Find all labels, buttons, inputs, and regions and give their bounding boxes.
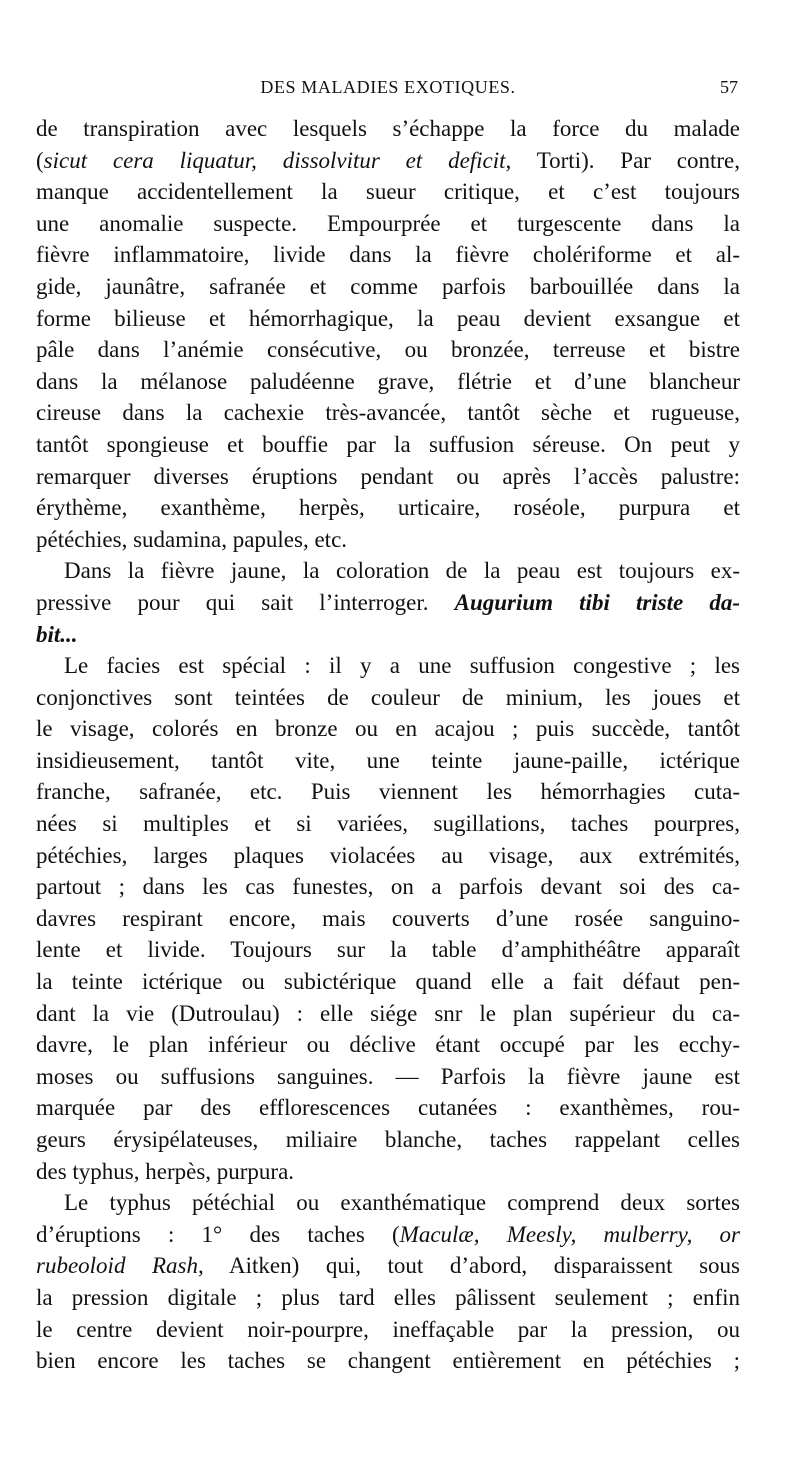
italic-segment: bit... xyxy=(36,621,78,647)
text-line xyxy=(36,1092,740,1124)
text-line xyxy=(36,208,740,240)
text-segment: la pression digitale ; plus tard elles pâlissent seulement ; enfin xyxy=(36,1284,740,1310)
text-segment: pressive pour qui sait l’interroger. xyxy=(36,589,455,615)
text-segment: pétéchies, larges plaques violacées au visage, aux extrémités, xyxy=(36,842,740,868)
text-segment: ( xyxy=(36,147,44,173)
text-segment: des typhus, herpès, purpura. xyxy=(36,1158,295,1184)
text-segment: Le facies est spécial : il y a une suffusion congestive ; les xyxy=(64,653,740,679)
text-segment: conjonctives sont teintées de couleur de minium, les joues et xyxy=(36,684,740,710)
text-line xyxy=(36,587,740,619)
text-segment: davre, le plan inférieur ou déclive étant occupé par les ecchy- xyxy=(36,1032,740,1058)
text-line xyxy=(36,429,740,461)
text-segment: remarquer diverses éruptions pendant ou après l’accès palustre: xyxy=(36,463,740,489)
text-line xyxy=(36,871,740,903)
text-line xyxy=(36,397,740,429)
text-line xyxy=(36,713,740,745)
text-line xyxy=(36,840,740,872)
text-segment: de transpiration avec lesquels s’échappe la force du malade xyxy=(36,116,740,141)
text-segment: insidieusement, tantôt vite, une teinte jaune-paille, ictérique xyxy=(36,747,740,773)
text-segment: forme bilieuse et hémorrhagique, la peau devient exsangue et xyxy=(36,305,740,331)
text-segment: fièvre inflammatoire, livide dans la fièvre cholériforme et al- xyxy=(36,242,740,268)
text-line xyxy=(36,461,740,493)
text-segment: gide, jaunâtre, safranée et comme parfois barbouillée dans la xyxy=(36,273,740,299)
italic-segment: sicut cera liquatur, dissolvitur et deficit, xyxy=(43,147,512,173)
text-line xyxy=(36,1061,740,1093)
text-segment: marquée par des efflorescences cutanées : exanthèmes, rou- xyxy=(36,1095,740,1121)
text-segment: lente et livide. Toujours sur la table d’amphithéâtre apparaît xyxy=(36,937,740,963)
text-line xyxy=(36,998,740,1030)
text-line xyxy=(36,1282,740,1314)
text-segment: Dans la fièvre jaune, la coloration de la peau est toujours ex- xyxy=(64,558,740,584)
text-line xyxy=(36,966,740,998)
page-number: 57 xyxy=(720,77,738,97)
text-line xyxy=(36,555,740,587)
text-segment: partout ; dans les cas funestes, on a parfois devant soi des ca- xyxy=(36,874,740,900)
text-line xyxy=(36,1219,740,1251)
text-segment: manque accidentellement la sueur critique, et c’est toujours xyxy=(36,179,740,205)
italic-segment: Maculæ, Meesly, mulberry, or xyxy=(399,1221,740,1247)
text-line xyxy=(36,619,740,651)
text-segment: pétéchies, sudamina, papules, etc. xyxy=(36,526,348,552)
text-segment: le visage, colorés en bronze ou en acajou ; puis succède, tantôt xyxy=(36,716,740,742)
text-segment: Aitken) qui, tout d’abord, disparaissent sous xyxy=(203,1253,740,1279)
text-line xyxy=(36,1156,740,1188)
text-line xyxy=(36,745,740,777)
text-segment: bien encore les taches se changent entièrement en pétéchies ; xyxy=(36,1348,740,1374)
text-line xyxy=(36,1187,740,1219)
text-segment: d’éruptions : 1° des taches ( xyxy=(36,1221,400,1247)
text-line xyxy=(36,145,740,177)
text-segment: une anomalie suspecte. Empourprée et turgescente dans la xyxy=(36,210,740,236)
text-line xyxy=(36,808,740,840)
text-segment: dant la vie (Dutroulau) : elle siége snr le plan supérieur du ca- xyxy=(36,1000,740,1026)
text-line xyxy=(36,366,740,398)
text-line xyxy=(36,113,740,145)
text-line xyxy=(36,303,740,335)
text-segment: dans la mélanose paludéenne grave, flétrie et d’une blancheur xyxy=(36,368,740,394)
italic-segment: rubeoloid Rash, xyxy=(36,1253,204,1279)
text-segment: la teinte ictérique ou subictérique quand elle a fait défaut pen- xyxy=(36,969,740,995)
text-segment: franche, safranée, etc. Puis viennent les hémorrhagies cuta- xyxy=(36,779,740,805)
text-line xyxy=(36,682,740,714)
text-segment: Torti). Par contre, xyxy=(511,147,740,173)
body-text xyxy=(36,113,740,1377)
text-segment: Le typhus pétéchial ou exanthématique comprend deux sortes xyxy=(64,1190,740,1216)
text-line xyxy=(36,1345,740,1377)
text-line xyxy=(36,650,740,682)
text-segment: nées si multiples et si variées, sugillations, taches pourpres, xyxy=(36,811,740,837)
text-line xyxy=(36,903,740,935)
text-line xyxy=(36,271,740,303)
text-line xyxy=(36,1029,740,1061)
running-title: DES MALADIES EXOTIQUES. xyxy=(260,77,516,97)
text-segment: moses ou suffusions sanguines. — Parfois la fièvre jaune est xyxy=(36,1063,740,1089)
text-line xyxy=(36,776,740,808)
text-segment: pâle dans l’anémie consécutive, ou bronzée, terreuse et bistre xyxy=(36,337,740,363)
text-line xyxy=(36,1250,740,1282)
italic-segment: Augurium tibi triste da- xyxy=(454,589,740,615)
text-segment: tantôt spongieuse et bouffie par la suffusion séreuse. On peut y xyxy=(36,431,740,457)
text-segment: érythème, exanthème, herpès, urticaire, roséole, purpura et xyxy=(36,495,740,521)
text-line xyxy=(36,524,740,556)
text-line xyxy=(36,334,740,366)
text-segment: geurs érysipélateuses, miliaire blanche, taches rappelant celles xyxy=(36,1127,740,1152)
text-segment: davres respirant encore, mais couverts d’une rosée sanguino- xyxy=(36,905,740,931)
text-segment: le centre devient noir-pourpre, ineffaçable par la pression, ou xyxy=(36,1316,740,1342)
text-line xyxy=(36,934,740,966)
text-line xyxy=(36,492,740,524)
running-head xyxy=(36,72,740,102)
text-line xyxy=(36,1124,740,1156)
text-line xyxy=(36,1314,740,1346)
text-line xyxy=(36,239,740,271)
text-segment: cireuse dans la cachexie très-avancée, tantôt sèche et rugueuse, xyxy=(36,400,740,426)
text-line xyxy=(36,176,740,208)
